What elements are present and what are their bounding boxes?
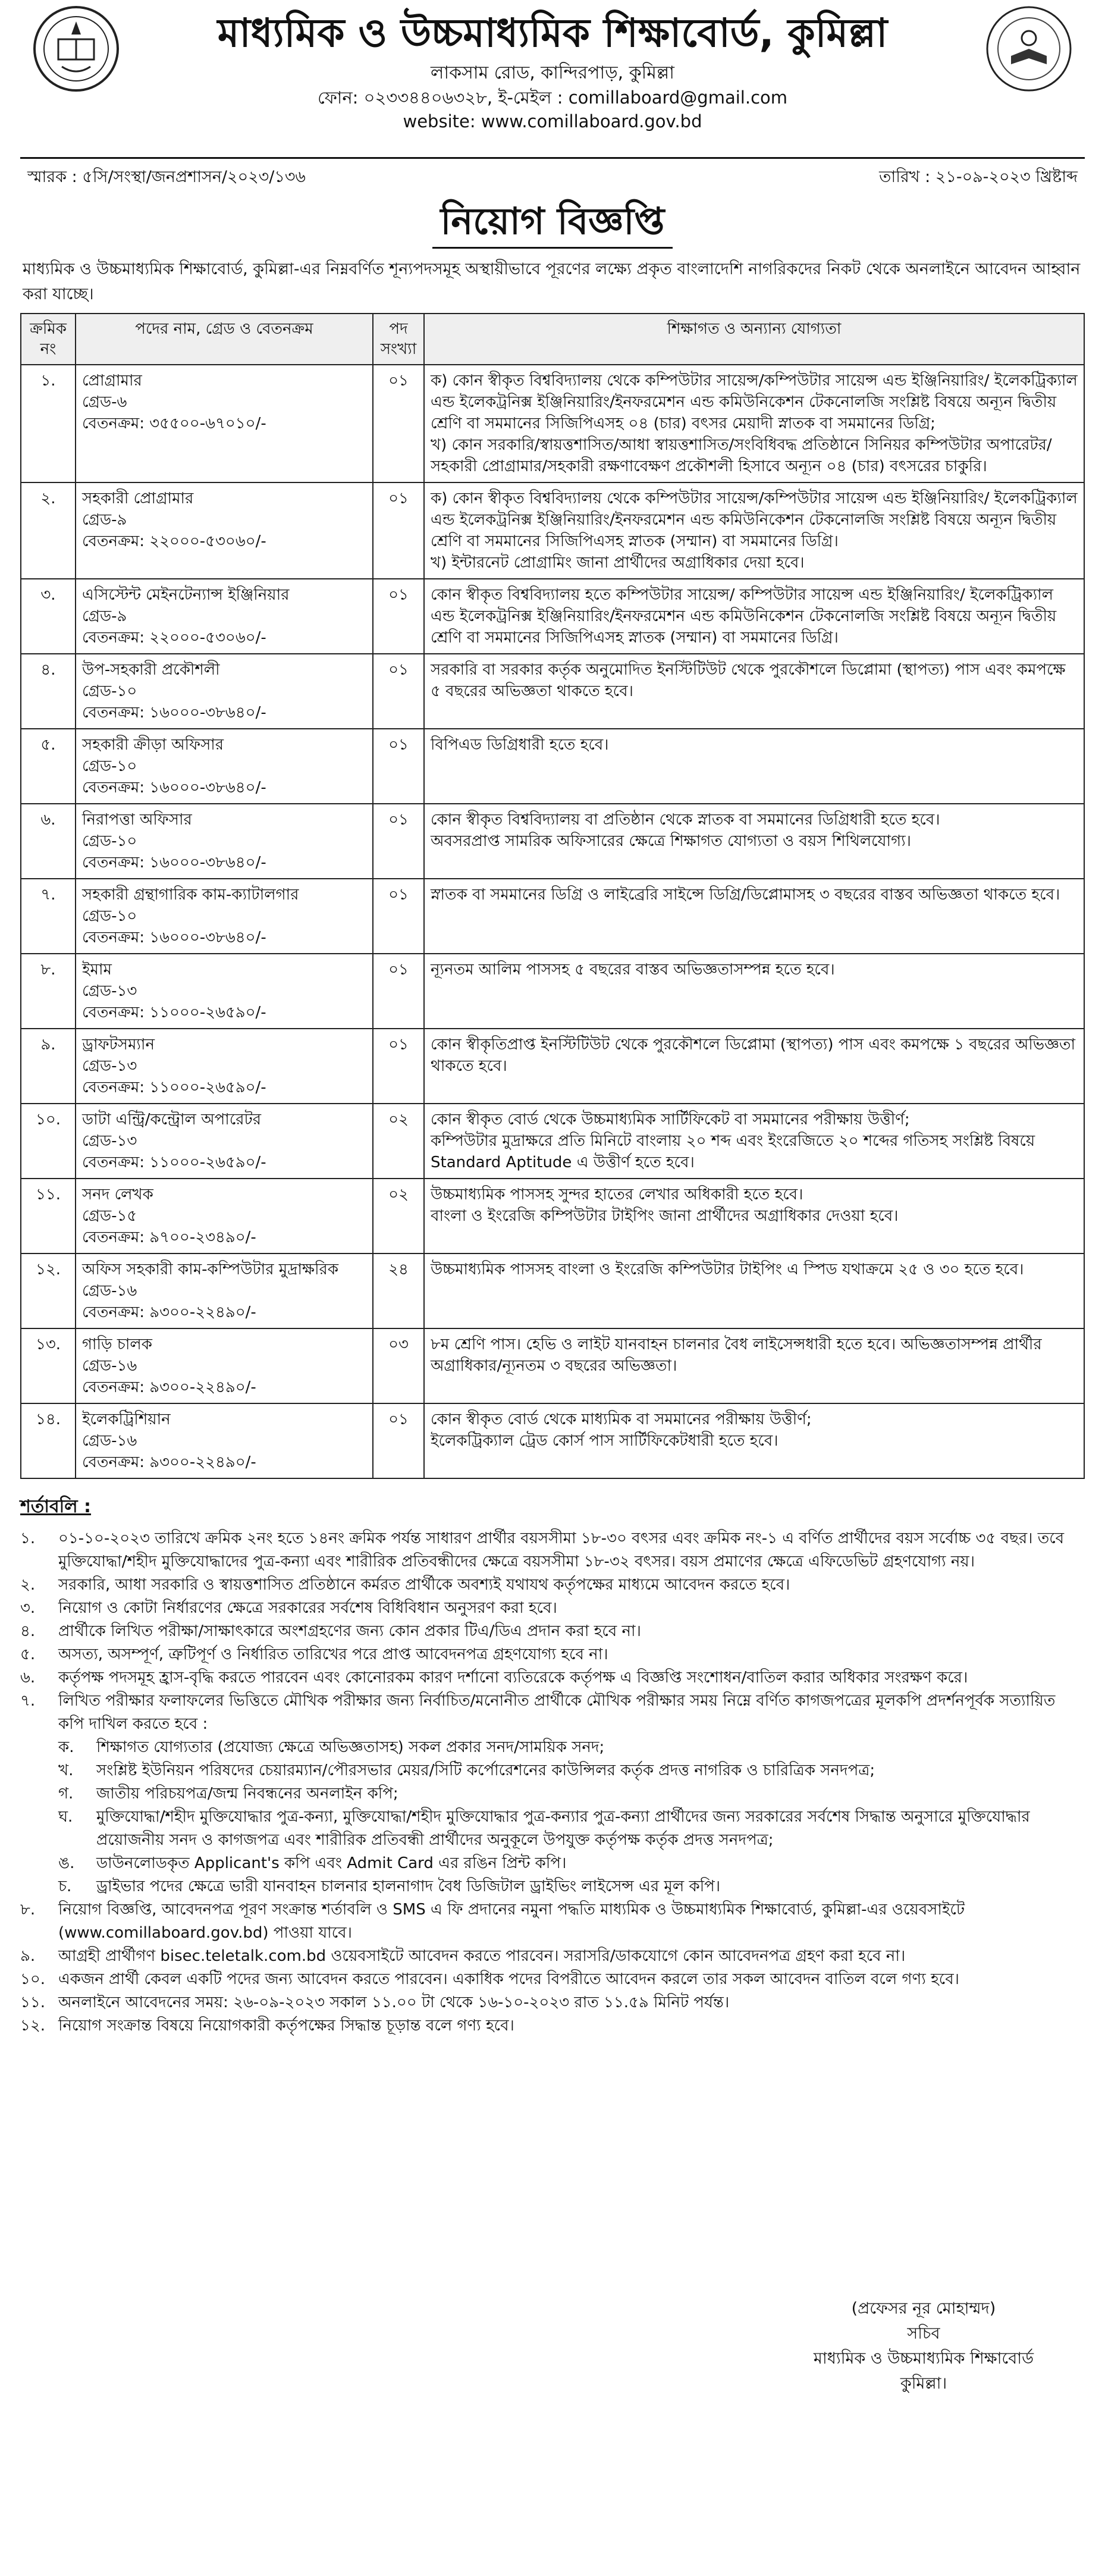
row-post [76, 1179, 373, 1253]
condition-number: ১১. [20, 1994, 46, 2011]
condition-text: প্রার্থীকে লিখিত পরীক্ষা/সাক্ষাৎকারে অংশগ্রহণের জন্য কোন প্রকার টিএ/ডিএ প্রদান করা হবে না। [58, 1622, 641, 1640]
post-grade: গ্রেড-১৩ [82, 1057, 137, 1075]
post-post: সহকারী প্রোগ্রামার [82, 490, 194, 507]
table-row [21, 729, 1084, 804]
condition-number: ৯. [20, 1947, 36, 1965]
condition-number: ৮. [20, 1901, 36, 1919]
condition-item [20, 1690, 1085, 1736]
row-post [76, 804, 373, 879]
row-qualification [424, 579, 1084, 654]
row-qualification [424, 1328, 1084, 1403]
document-subitem [58, 1736, 1085, 1759]
vacancy-table [20, 313, 1085, 1479]
signature-block [814, 2296, 1034, 2396]
notice-date: তারিখ : ২১-০৯-২০২৩ খ্রিষ্টাব্দ [879, 168, 1078, 186]
table-row [21, 804, 1084, 879]
post-grade: গ্রেড-৬ [82, 393, 127, 411]
subitem-text: মুক্তিযোদ্ধা/শহীদ মুক্তিযোদ্ধার পুত্র-কন্যা, মুক্তিযোদ্ধা/শহীদ মুক্তিযোদ্ধার পুত্র-কন্যার পুত্র-কন্যা প্রার্থীদের জন্য সরকারের সর্বশেষ সিদ্ধান্ত অনুসারে মুক্তিযোদ্ধার প্রয়োজনীয় সনদ ও কাগজপত্র এবং শারীরিক প্রতিবন্ধী প্রার্থীদের অনুকূলে উপযুক্ত কর্তৃপক্ষ কর্তৃক প্রদত্ত সনদপত্র; [96, 1808, 1030, 1849]
condition-item [20, 2014, 1085, 2038]
row-post-count: ০১ [373, 804, 424, 879]
signatory-city: কুমিল্লা। [900, 2374, 947, 2393]
row-post-count: ০১ [373, 1029, 424, 1104]
qualification-line: স্নাতক বা সমমানের ডিগ্রি ও লাইব্রেরি সাইন্সে ডিগ্রি/ডিপ্লোমাসহ ৩ বছরের বাস্তব অভিজ্ঞতা থাকতে হবে। [431, 886, 1060, 904]
row-serial: ৭. [21, 879, 76, 954]
row-serial: ২. [21, 482, 76, 579]
condition-text: অনলাইনে আবেদনের সময়: ২৬-০৯-২০২৩ সকাল ১১.০০ টা থেকে ১৬-১০-২০২৩ রাত ১১.৫৯ মিনিট পর্যন্ত। [58, 1994, 730, 2011]
condition-text: কর্তৃপক্ষ পদসমূহ হ্রাস-বৃদ্ধি করতে পারবেন এবং কোনোরকম কারণ দর্শানো ব্যতিরেকে কর্তৃপক্ষ এ বিজ্ঞপ্তি সংশোধন/বাতিল করার অধিকার সংরক্ষণ করে। [58, 1669, 968, 1687]
condition-item [20, 1898, 1085, 1945]
row-serial: ৮. [21, 954, 76, 1029]
qualification-line: অবসরপ্রাপ্ত সামরিক অফিসারের ক্ষেত্রে শিক্ষাগত যোগ্যতা ও বয়স শিথিলযোগ্য। [431, 832, 911, 850]
row-post-count: ০১ [373, 365, 424, 482]
post-scale: বেতনক্রম: ১১০০০-২৬৫৯০/- [82, 1154, 266, 1171]
row-serial: ৩. [21, 579, 76, 654]
condition-number: ৩. [20, 1599, 36, 1617]
condition-number: ১২. [20, 2017, 46, 2035]
post-scale: বেতনক্রম: ১৬০০০-৩৮৬৪০/- [82, 704, 266, 722]
post-scale: বেতনক্রম: ৯৩০০-২২৪৯০/- [82, 1378, 256, 1396]
row-post-count: ২৪ [373, 1253, 424, 1328]
post-scale: বেতনক্রম: ২২০০০-৫৩০৬০/- [82, 629, 266, 647]
subitem-letter: ঘ. [58, 1808, 73, 1826]
post-post: ড্রাফটসম্যান [82, 1036, 155, 1054]
letterhead [20, 0, 1085, 153]
intro-paragraph: মাধ্যমিক ও উচ্চমাধ্যমিক শিক্ষাবোর্ড, কুমিল্লা-এর নিম্নবর্ণিত শূন্যপদসমূহ অস্থায়ীভাবে পূরণের লক্ষ্যে প্রকৃত বাংলাদেশি নাগরিকদের নিকট থেকে অনলাইনে আবেদন আহ্বান করা যাচ্ছে। [23, 260, 1081, 303]
subitem-letter: গ. [58, 1785, 74, 1803]
condition-text: নিয়োগ সংক্রান্ত বিষয়ে নিয়োগকারী কর্তৃপক্ষের সিদ্ধান্ত চূড়ান্ত বলে গণ্য হবে। [58, 2017, 514, 2035]
document-subitem [58, 1782, 1085, 1806]
post-grade: গ্রেড-৯ [82, 511, 127, 529]
row-serial: ১. [21, 365, 76, 482]
table-row [21, 1104, 1084, 1179]
board-name: মাধ্যমিক ও উচ্চমাধ্যমিক শিক্ষাবোর্ড, কুমিল্লা [217, 10, 888, 56]
row-post-count: ০১ [373, 729, 424, 804]
post-post: ইলেকট্রিশিয়ান [82, 1411, 171, 1428]
signatory-name: (প্রফেসর নূর মোহাম্মদ) [851, 2299, 996, 2318]
condition-text: ০১-১০-২০২৩ তারিখে ক্রমিক ২নং হতে ১৪নং ক্রমিক পর্যন্ত সাধারণ প্রার্থীর বয়সসীমা ১৮-৩০ বৎসর এবং ক্রমিক নং-১ এ বর্ণিত প্রার্থীদের বয়স সর্বোচ্চ ৩৫ বছর। তবে মুক্তিযোদ্ধা/শহীদ মুক্তিযোদ্ধাদের পুত্র-কন্যা এবং শারীরিক প্রতিবন্ধীদের ক্ষেত্রে বয়সসীমা ১৮-৩২ বৎসর। বয়স প্রমাণের ক্ষেত্রে এফিডেভিট গ্রহণযোগ্য নয়। [58, 1530, 1065, 1571]
condition-number: ৪. [20, 1622, 36, 1640]
post-grade: গ্রেড-৯ [82, 607, 127, 625]
post-post: সহকারী ক্রীড়া অফিসার [82, 736, 224, 754]
row-qualification [424, 654, 1084, 729]
post-scale: বেতনক্রম: ১৬০০০-৩৮৬৪০/- [82, 854, 266, 872]
row-qualification [424, 1403, 1084, 1478]
row-serial: ৫. [21, 729, 76, 804]
col-header-count: পদ সংখ্যা [373, 314, 424, 365]
subitem-text: ডাউনলোডকৃত Applicant's কপি এবং Admit Card এর রঙিন প্রিন্ট কপি। [96, 1854, 567, 1872]
post-scale: বেতনক্রম: ৯৩০০-২২৪৯০/- [82, 1303, 256, 1321]
row-qualification [424, 1104, 1084, 1179]
table-row [21, 1029, 1084, 1104]
row-post [76, 1029, 373, 1104]
row-serial: ৯. [21, 1029, 76, 1104]
qualification-line: বিপিএড ডিগ্রিধারী হতে হবে। [431, 736, 609, 754]
condition-text: নিয়োগ বিজ্ঞপ্তি, আবেদনপত্র পূরণ সংক্রান্ত শর্তাবলি ও SMS এ ফি প্রদানের নমুনা পদ্ধতি মাধ্যমিক ও উচ্চমাধ্যমিক শিক্ষাবোর্ড, কুমিল্লা-এর ওয়েবসাইটে (www.comillaboard.gov.bd) পাওয়া যাবে। [58, 1901, 965, 1942]
row-post [76, 1403, 373, 1478]
qualification-line: কোন স্বীকৃত বোর্ড থেকে মাধ্যমিক বা সমমানের পরীক্ষায় উত্তীর্ণ; [431, 1411, 812, 1428]
qualification-line: ন্যূনতম আলিম পাসসহ ৫ বছরের বাস্তব অভিজ্ঞতাসম্পন্ন হতে হবে। [431, 961, 835, 979]
row-post-count: ০১ [373, 1403, 424, 1478]
memo-number: স্মারক : ৫সি/সংস্থা/জনপ্রশাসন/২০২৩/১৩৬ [27, 168, 306, 186]
post-post: এসিস্টেন্ট মেইনটেন্যান্স ইঞ্জিনিয়ার [82, 586, 290, 604]
post-post: সনদ লেখক [82, 1186, 153, 1204]
table-header-row [21, 314, 1084, 365]
subitem-text: সংশ্লিষ্ট ইউনিয়ন পরিষদের চেয়ারম্যান/পৌরসভার মেয়র/সিটি কর্পোরেশনের কাউন্সিলর কর্তৃক প্রদত্ত নাগরিক ও চারিত্রিক সনদপত্র; [96, 1762, 875, 1779]
board-seal-icon [32, 5, 120, 93]
condition-item [20, 1991, 1085, 2014]
row-post [76, 654, 373, 729]
post-scale: বেতনক্রম: ২২০০০-৫৩০৬০/- [82, 532, 266, 550]
condition-item [20, 1597, 1085, 1620]
subitem-letter: চ. [58, 1878, 72, 1895]
post-scale: বেতনক্রম: ১১০০০-২৬৫৯০/- [82, 1079, 266, 1096]
row-post-count: ০১ [373, 954, 424, 1029]
qualification-line: সরকারি বা সরকার কর্তৃক অনুমোদিত ইনস্টিটিউট থেকে পুরকৌশলে ডিপ্লোমা (স্থাপত্য) পাস এবং কমপক্ষে ৫ বছরের অভিজ্ঞতা থাকতে হবে। [431, 661, 1066, 700]
subitem-letter: ক. [58, 1738, 74, 1756]
row-post-count: ০১ [373, 482, 424, 579]
reference-line [20, 159, 1085, 193]
row-serial: ১৩. [21, 1328, 76, 1403]
document-subitem [58, 1759, 1085, 1782]
row-post-count: ০১ [373, 654, 424, 729]
document-subitem [58, 1806, 1085, 1852]
condition-text: লিখিত পরীক্ষার ফলাফলের ভিত্তিতে মৌখিক পরীক্ষার জন্য নির্বাচিত/মনোনীত প্রার্থীকে মৌখিক পরীক্ষার সময় নিম্নে বর্ণিত কাগজপত্রের মূলকপি প্রদর্শনপূর্বক সত্যায়িত কপি দাখিল করতে হবে : [58, 1692, 1056, 1733]
post-scale: বেতনক্রম: ১১০০০-২৬৫৯০/- [82, 1004, 266, 1021]
document-subitem [58, 1852, 1085, 1875]
post-grade: গ্রেড-১৩ [82, 982, 137, 1000]
row-qualification [424, 1253, 1084, 1328]
row-qualification [424, 1029, 1084, 1104]
post-post: প্রোগ্রামার [82, 372, 142, 390]
post-grade: গ্রেড-১৬ [82, 1282, 137, 1300]
row-serial: ১০. [21, 1104, 76, 1179]
table-row [21, 365, 1084, 482]
qualification-line: কোন স্বীকৃতিপ্রাপ্ত ইনস্টিটিউট থেকে পুরকৌশলে ডিপ্লোমা (স্থাপত্য) পাস এবং কমপক্ষে ১ বছরের অভিজ্ঞতা থাকতে হবে। [431, 1036, 1076, 1075]
qualification-line: উচ্চমাধ্যমিক পাসসহ সুন্দর হাতের লেখার অধিকারী হতে হবে। [431, 1186, 803, 1204]
row-post-count: ০৩ [373, 1328, 424, 1403]
condition-text: অসত্য, অসম্পূর্ণ, ত্রুটিপূর্ণ ও নির্ধারিত তারিখের পরে প্রাপ্ত আবেদনপত্র গ্রহণযোগ্য হবে না। [58, 1646, 608, 1663]
row-qualification [424, 482, 1084, 579]
post-grade: গ্রেড-১০ [82, 907, 137, 925]
post-grade: গ্রেড-১৬ [82, 1432, 137, 1450]
condition-text: নিয়োগ ও কোটা নির্ধারণের ক্ষেত্রে সরকারের সর্বশেষ বিধিবিধান অনুসরণ করা হবে। [58, 1599, 557, 1617]
board-emblem-icon [985, 5, 1073, 93]
row-post [76, 1328, 373, 1403]
row-post [76, 482, 373, 579]
table-row [21, 879, 1084, 954]
post-post: সহকারী গ্রন্থাগারিক কাম-ক্যাটালগার [82, 886, 299, 904]
post-grade: গ্রেড-১০ [82, 682, 137, 700]
row-serial: ১২. [21, 1253, 76, 1328]
table-row [21, 654, 1084, 729]
qualification-line: ক) কোন স্বীকৃত বিশ্ববিদ্যালয় থেকে কম্পিউটার সায়েন্স/কম্পিউটার সায়েন্স এন্ড ইঞ্জিনিয়ারিং/ ইলেকট্রিক্যাল এন্ড ইলেকট্রনিক্স ইঞ্জিনিয়ারিং/ইনফরমেশন এন্ড কমিউনিকেশন টেকনোলজি সংশ্লিষ্ট বিষয়ে অন্যূন দ্বিতীয় শ্রেণি বা সমমানের সিজিপিএসহ স্নাতক (সম্মান) বা সমমানের ডিগ্রি। [431, 490, 1078, 550]
qualification-line: ক) কোন স্বীকৃত বিশ্ববিদ্যালয় থেকে কম্পিউটার সায়েন্স/কম্পিউটার সায়েন্স এন্ড ইঞ্জিনিয়ারিং/ ইলেকট্রিক্যাল এন্ড ইলেকট্রনিক্স ইঞ্জিনিয়ারিং/ইনফরমেশন এন্ড কমিউনিকেশন টেকনোলজি সংশ্লিষ্ট বিষয়ে অন্যূন দ্বিতীয় শ্রেণি বা সমমানের সিজিপিএসহ ০৪ (চার) বৎসর মেয়াদী স্নাতক বা সমমানের ডিগ্রি; [431, 372, 1078, 433]
post-post: উপ-সহকারী প্রকৌশলী [82, 661, 220, 679]
notice-title: নিয়োগ বিজ্ঞপ্তি [432, 196, 673, 249]
subitem-text: ড্রাইভার পদের ক্ষেত্রে ভারী যানবাহন চালনার হালনাগাদ বৈধ ডিজিটাল ড্রাইভিং লাইসেন্স এর মূল কপি। [96, 1878, 721, 1895]
row-qualification [424, 954, 1084, 1029]
row-post [76, 729, 373, 804]
post-scale: বেতনক্রম: ৯৭০০-২৩৪৯০/- [82, 1229, 256, 1246]
post-grade: গ্রেড-১৬ [82, 1357, 137, 1375]
col-header-serial: ক্রমিক নং [21, 314, 76, 365]
conditions-title: শর্তাবলি : [20, 1496, 92, 1517]
row-serial: ১১. [21, 1179, 76, 1253]
post-grade: গ্রেড-১৩ [82, 1132, 137, 1150]
table-row [21, 482, 1084, 579]
post-post: ডাটা এন্ট্রি/কন্ট্রোল অপারেটর [82, 1111, 262, 1129]
row-post-count: ০১ [373, 879, 424, 954]
post-post: নিরাপত্তা অফিসার [82, 811, 192, 829]
post-scale: বেতনক্রম: ১৬০০০-৩৮৬৪০/- [82, 929, 266, 947]
subitem-text: জাতীয় পরিচয়পত্র/জন্ম নিবন্ধনের অনলাইন কপি; [96, 1785, 398, 1803]
condition-number: ৭. [20, 1692, 36, 1710]
table-row [21, 954, 1084, 1029]
condition-number: ৫. [20, 1646, 36, 1663]
row-qualification [424, 1179, 1084, 1253]
table-row [21, 1328, 1084, 1403]
row-qualification [424, 365, 1084, 482]
row-post [76, 1253, 373, 1328]
post-grade: গ্রেড-১০ [82, 832, 137, 850]
condition-text: সরকারি, আধা সরকারি ও স্বায়ত্তশাসিত প্রতিষ্ঠানে কর্মরত প্রার্থীকে অবশ্যই যথাযথ কর্তৃপক্ষের মাধ্যমে আবেদন করতে হবে। [58, 1576, 790, 1594]
qualification-line: কোন স্বীকৃত বোর্ড থেকে উচ্চমাধ্যমিক সার্টিফিকেট বা সমমানের পরীক্ষায় উত্তীর্ণ; [431, 1111, 910, 1129]
col-header-qualification: শিক্ষাগত ও অন্যান্য যোগ্যতা [424, 314, 1084, 365]
row-post [76, 365, 373, 482]
signatory-designation: সচিব [907, 2324, 940, 2343]
qualification-line: খ) কোন সরকারি/স্বায়ত্তশাসিত/আধা স্বায়ত্তশাসিত/সংবিধিবদ্ধ প্রতিষ্ঠানে সিনিয়র কম্পিউটার অপারেটর/সহকারী প্রোগ্রামার/সহকারী রক্ষণাবেক্ষণ প্রকৌশলী হিসাবে অন্যূন ০৪ (চার) বৎসরের চাকুরি। [431, 436, 1052, 475]
post-grade: গ্রেড-১৫ [82, 1207, 137, 1225]
post-scale: বেতনক্রম: ৩৫৫০০-৬৭০১০/- [82, 415, 266, 433]
condition-item [20, 1968, 1085, 1991]
table-row [21, 1253, 1084, 1328]
post-post: গাড়ি চালক [82, 1336, 152, 1353]
conditions-list [20, 1527, 1085, 2038]
condition-item [20, 1643, 1085, 1666]
condition-number: ৬. [20, 1669, 36, 1687]
row-post [76, 579, 373, 654]
condition-item [20, 1574, 1085, 1597]
subitem-text: শিক্ষাগত যোগ্যতার (প্রযোজ্য ক্ষেত্রে অভিজ্ঞতাসহ) সকল প্রকার সনদ/সাময়িক সনদ; [96, 1738, 605, 1756]
qualification-line: কোন স্বীকৃত বিশ্ববিদ্যালয় হতে কম্পিউটার সায়েন্স/ কম্পিউটার সায়েন্স এন্ড ইঞ্জিনিয়ারিং/ ইলেকট্রিক্যাল এন্ড ইলেকট্রনিক্স ইঞ্জিনিয়ারিং/ইনফরমেশন এন্ড কমিউনিকেশন টেকনোলজি সংশ্লিষ্ট বিষয়ে অন্যূন দ্বিতীয় শ্রেণি বা সমমানের সিজিপিএসহ স্নাতক (সম্মান) বা সমমানের ডিগ্রি। [431, 586, 1057, 647]
row-serial: ১৪. [21, 1403, 76, 1478]
row-post-count: ০২ [373, 1179, 424, 1253]
board-contact: ফোন: ০২৩৩৪৪০৬৩২৮, ই-মেইল : comillaboard@gmail.com [317, 87, 788, 108]
qualification-line: ইলেকট্রিক্যাল ট্রেড কোর্স পাস সার্টিফিকেটধারী হতে হবে। [431, 1432, 778, 1450]
post-post: ইমাম [82, 961, 112, 979]
row-qualification [424, 879, 1084, 954]
condition-item [20, 1620, 1085, 1643]
post-scale: বেতনক্রম: ৯৩০০-২২৪৯০/- [82, 1453, 256, 1471]
qualification-line: কোন স্বীকৃত বিশ্ববিদ্যালয় বা প্রতিষ্ঠান থেকে স্নাতক বা সমমানের ডিগ্রিধারী হতে হবে। [431, 811, 940, 829]
board-website: website: www.comillaboard.gov.bd [403, 111, 702, 131]
row-post-count: ০১ [373, 579, 424, 654]
table-row [21, 1179, 1084, 1253]
document-sublist [58, 1736, 1085, 1898]
row-serial: ৪. [21, 654, 76, 729]
row-post [76, 954, 373, 1029]
row-qualification [424, 729, 1084, 804]
condition-item [20, 1666, 1085, 1690]
col-header-post: পদের নাম, গ্রেড ও বেতনক্রম [76, 314, 373, 365]
document-subitem [58, 1875, 1085, 1898]
qualification-line: কম্পিউটার মুদ্রাক্ষরে প্রতি মিনিটে বাংলায় ২০ শব্দ এবং ইংরেজিতে ২০ শব্দের গতিসহ সংশ্লিষ্ট বিষয়ে Standard Aptitude এ উত্তীর্ণ হতে হবে। [431, 1132, 1035, 1171]
condition-number: ১. [20, 1530, 36, 1547]
qualification-line: ৮ম শ্রেণি পাস। হেভি ও লাইট যানবাহন চালনার বৈধ লাইসেন্সধারী হতে হবে। অভিজ্ঞতাসম্পন্ন প্রার্থীর অগ্রাধিকার/ন্যূনতম ৩ বছরের অভিজ্ঞতা। [431, 1336, 1042, 1375]
qualification-line: খ) ইন্টারনেট প্রোগ্রামিং জানা প্রার্থীদের অগ্রাধিকার দেয়া হবে। [431, 554, 805, 572]
condition-number: ১০. [20, 1970, 46, 1988]
post-post: অফিস সহকারী কাম-কম্পিউটার মুদ্রাক্ষরিক [82, 1261, 339, 1278]
condition-item [20, 1945, 1085, 1968]
condition-item [20, 1527, 1085, 1574]
post-grade: গ্রেড-১০ [82, 757, 137, 775]
board-address: লাকসাম রোড, কান্দিরপাড়, কুমিল্লা [431, 62, 674, 83]
subitem-letter: খ. [58, 1762, 74, 1779]
condition-number: ২. [20, 1576, 36, 1594]
table-row [21, 1403, 1084, 1478]
qualification-line: উচ্চমাধ্যমিক পাসসহ বাংলা ও ইংরেজি কম্পিউটার টাইপিং এ স্পিড যথাক্রমে ২৫ ও ৩০ হতে হবে। [431, 1261, 1024, 1278]
row-post [76, 879, 373, 954]
subitem-letter: ঙ. [58, 1854, 75, 1872]
row-serial: ৬. [21, 804, 76, 879]
row-qualification [424, 804, 1084, 879]
row-post [76, 1104, 373, 1179]
signatory-org: মাধ্যমিক ও উচ্চমাধ্যমিক শিক্ষাবোর্ড [813, 2349, 1034, 2368]
row-post-count: ০২ [373, 1104, 424, 1179]
post-scale: বেতনক্রম: ১৬০০০-৩৮৬৪০/- [82, 779, 266, 797]
condition-text: একজন প্রার্থী কেবল একটি পদের জন্য আবেদন করতে পারবেন। একাধিক পদের বিপরীতে আবেদন করলে তার সকল আবেদন বাতিল বলে গণ্য হবে। [58, 1970, 959, 1988]
table-row [21, 579, 1084, 654]
qualification-line: বাংলা ও ইংরেজি কম্পিউটার টাইপিং জানা প্রার্থীদের অগ্রাধিকার দেওয়া হবে। [431, 1207, 899, 1225]
condition-text: আগ্রহী প্রার্থীগণ bisec.teletalk.com.bd ওয়েবসাইটে আবেদন করতে পারবেন। সরাসরি/ডাকযোগে কোন আবেদনপত্র গ্রহণ করা হবে না। [58, 1947, 906, 1965]
